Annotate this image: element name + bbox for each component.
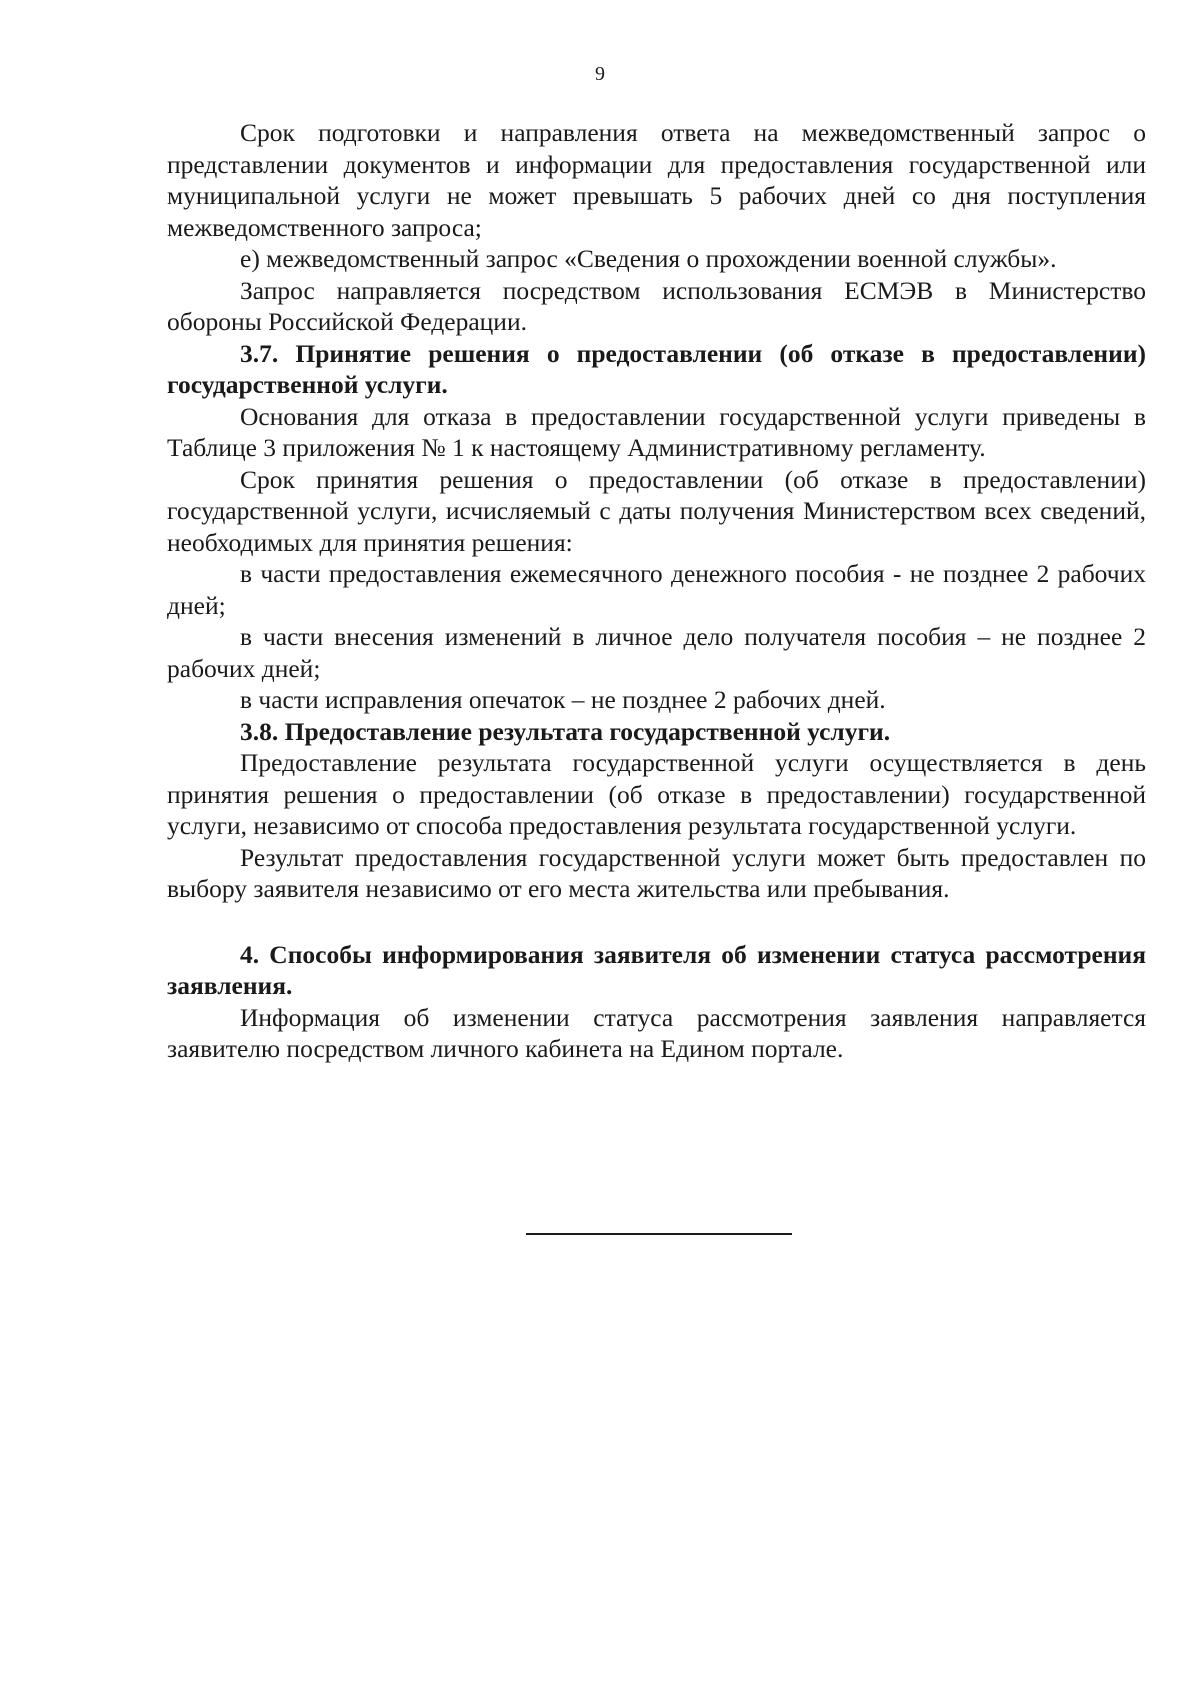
heading-3-8: 3.8. Предоставление результата государственной услуги. xyxy=(240,716,891,746)
paragraph-status-information: Информация об изменении статуса рассмотрения заявления направляется заявителю посредством личного кабинета на Едином портале. xyxy=(167,1002,1146,1063)
paragraph-response-deadline: Срок подготовки и направления ответа на межведомственный запрос о представлении документов и информации для предоставления государственной или муниципальной услуги не может превышать 5 рабочих дней со дня поступления межведомственного запроса; xyxy=(167,118,1146,242)
heading-section-4: 4. Способы информирования заявителя об изменении статуса рассмотрения заявления. xyxy=(167,939,1146,1000)
document-body xyxy=(167,117,1146,1065)
paragraph-monthly-allowance: в части предоставления ежемесячного денежного пособия - не позднее 2 рабочих дней; xyxy=(167,559,1146,620)
end-of-text-rule xyxy=(526,1233,792,1235)
paragraph-decision-deadline: Срок принятия решения о предоставлении (об отказе в предоставлении) государственной услуги, исчисляемый с даты получения Министерством всех сведений, необходимых для принятия решения: xyxy=(167,464,1146,557)
paragraph-typo-corrections: в части исправления опечаток – не позднее 2 рабочих дней. xyxy=(240,685,886,714)
paragraph-military-service-request: е) межведомственный запрос «Сведения о прохождении военной службы». xyxy=(240,244,1057,273)
heading-3-7: 3.7. Принятие решения о предоставлении (об отказе в предоставлении) государственной услуги. xyxy=(167,338,1146,399)
paragraph-refusal-grounds: Основания для отказа в предоставлении государственной услуги приведены в Таблице 3 приложения № 1 к настоящему Административному регламенту. xyxy=(167,401,1146,462)
paragraph-personal-file-changes: в части внесения изменений в личное дело получателя пособия – не позднее 2 рабочих дней; xyxy=(167,622,1146,683)
page-number: 9 xyxy=(595,63,605,85)
paragraph-request-ministry-defense: Запрос направляется посредством использования ЕСМЭВ в Министерство обороны Российской Федерации. xyxy=(167,275,1146,336)
paragraph-result-delivery-day: Предоставление результата государственной услуги осуществляется в день принятия решения о предоставлении (об отказе в предоставлении) государственной услуги, независимо от способа предоставления результата государственной услуги. xyxy=(167,748,1146,840)
paragraph-result-any-location: Результат предоставления государственной услуги может быть предоставлен по выбору заявителя независимо от его места жительства или пребывания. xyxy=(167,842,1146,903)
